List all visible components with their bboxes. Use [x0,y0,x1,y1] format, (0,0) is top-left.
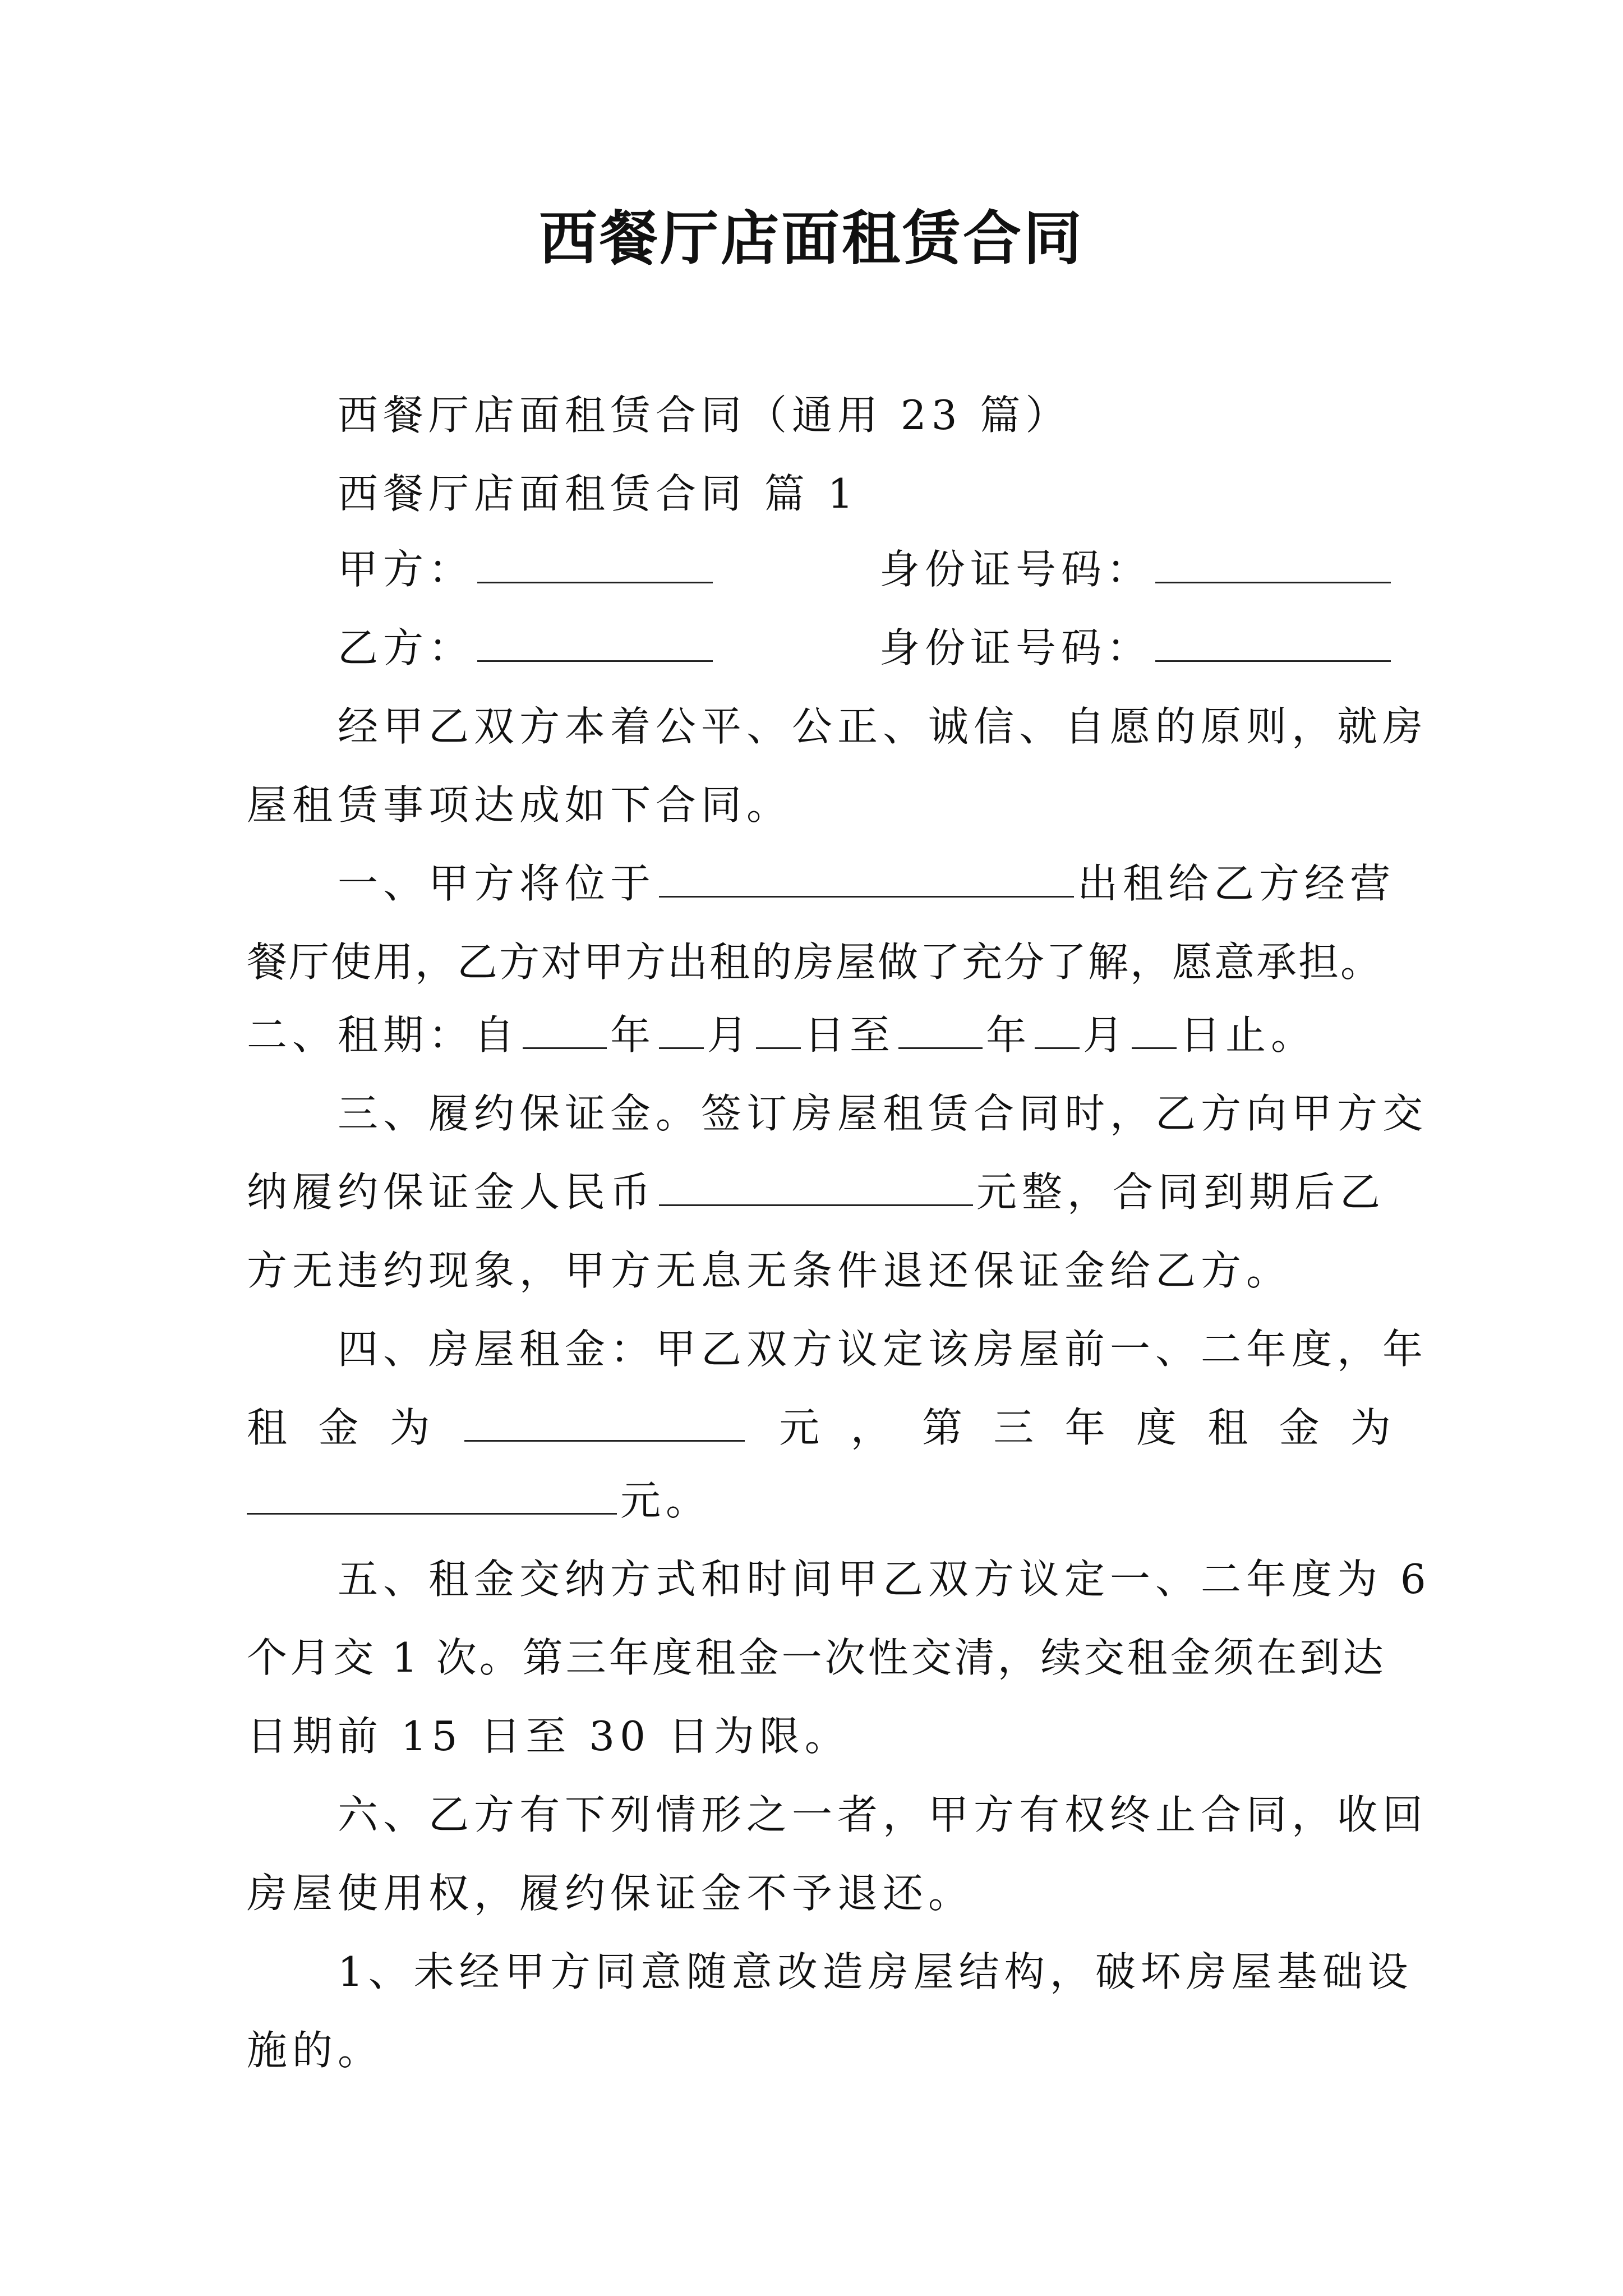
party-a-label: 甲方： [338,546,474,593]
rent-char: 租 [247,1404,288,1451]
rent-char: 三 [993,1404,1034,1451]
rent-char: 租 [1207,1404,1248,1451]
rent-char: 年 [1064,1404,1105,1451]
party-b-id-row [879,620,1394,676]
clause-3-line-2 [247,1164,1391,1220]
start-day-label: 日至 [804,1011,896,1059]
party-a-name-blank[interactable] [477,541,713,583]
clause-6-line-2: 房屋使用权，履约保证金不予退还。 [247,1870,974,1917]
party-b-id-label: 身份证号码： [879,624,1152,671]
rent-char: ， [850,1404,891,1451]
party-b-id-blank[interactable] [1155,620,1391,662]
end-day-label: 日止。 [1180,1011,1317,1059]
party-a-id-row [879,541,1394,597]
end-year-blank[interactable] [898,1007,983,1049]
clause-1-line-2: 餐厅使用，乙方对甲方出租的房屋做了充分了解，愿意承担。 [247,938,1383,986]
party-a-id-blank[interactable] [1155,541,1391,583]
party-b-label: 乙方： [338,624,474,671]
end-month-label: 月 [1083,1011,1129,1059]
intro-line-2: 屋租赁事项达成如下合同。 [247,781,792,829]
rent-char: 第 [921,1404,962,1451]
clause-1-text-a: 一、甲方将位于 [338,860,656,907]
deposit-amount-blank[interactable] [659,1164,973,1206]
clause-6-line-1: 六、乙方有下列情形之一者，甲方有权终止合同，收回 [338,1791,1428,1838]
party-b-row [338,620,716,676]
party-b-name-blank[interactable] [477,620,713,662]
party-a-row [338,541,716,597]
party-a-id-label: 身份证号码： [879,546,1152,593]
end-day-blank[interactable] [1132,1007,1177,1049]
document-title: 西餐厅店面租赁合同 [538,204,1084,273]
rent-char: 度 [1136,1404,1177,1451]
clause-4-line-1: 四、房屋租金：甲乙双方议定该房屋前一、二年度，年 [338,1326,1428,1373]
clause-2-prefix: 二、租期：自 [247,1011,520,1059]
rent-char: 金 [1279,1404,1320,1451]
clause-5-line-3: 日期前 15 日至 30 日为限。 [247,1713,850,1760]
rent-char: 金 [318,1404,359,1451]
rent-char: 为 [1350,1404,1391,1451]
clause-1-text-b: 出租给乙方经营 [1077,860,1396,907]
rent-char: 为 [389,1404,430,1451]
third-year-rent-blank[interactable] [247,1473,617,1515]
annual-rent-blank[interactable] [464,1400,745,1442]
clause-4-line-3 [247,1473,1391,1529]
rent-char: 元 [779,1404,820,1451]
document-subtitle: 西餐厅店面租赁合同（通用 23 篇） [338,392,1071,439]
item-1-line-2: 施的。 [247,2027,384,2074]
clause-3-line-3: 方无违约现象，甲方无息无条件退还保证金给乙方。 [247,1247,1292,1294]
item-1-line-1: 1、未经甲方同意随意改造房屋结构，破坏房屋基础设 [338,1948,1413,1995]
start-month-label: 月 [707,1011,753,1059]
end-month-blank[interactable] [1035,1007,1080,1049]
clause-2-line [247,1007,1391,1063]
clause-4-line-2 [247,1400,1391,1456]
start-year-label: 年 [610,1011,656,1059]
start-day-blank[interactable] [756,1007,801,1049]
clause-3-text-a: 纳履约保证金人民币 [247,1168,656,1216]
clause-1-location-blank[interactable] [659,855,1074,898]
start-year-blank[interactable] [523,1007,607,1049]
clause-1-line-1 [338,855,1396,912]
clause-3-line-1: 三、履约保证金。签订房屋租赁合同时，乙方向甲方交 [338,1090,1428,1137]
end-year-label: 年 [986,1011,1032,1059]
clause-5-line-1: 五、租金交纳方式和时间甲乙双方议定一、二年度为 6 [338,1556,1431,1603]
intro-line-1: 经甲乙双方本着公平、公正、诚信、自愿的原则，就房 [338,703,1428,750]
clause-5-line-2: 个月交 1 次。第三年度租金一次性交清，续交租金须在到达 [247,1634,1386,1681]
clause-3-text-b: 元整，合同到期后乙 [976,1168,1386,1216]
start-month-blank[interactable] [659,1007,704,1049]
section-heading: 西餐厅店面租赁合同 篇 1 [338,470,859,517]
clause-4-end: 元。 [620,1477,712,1524]
